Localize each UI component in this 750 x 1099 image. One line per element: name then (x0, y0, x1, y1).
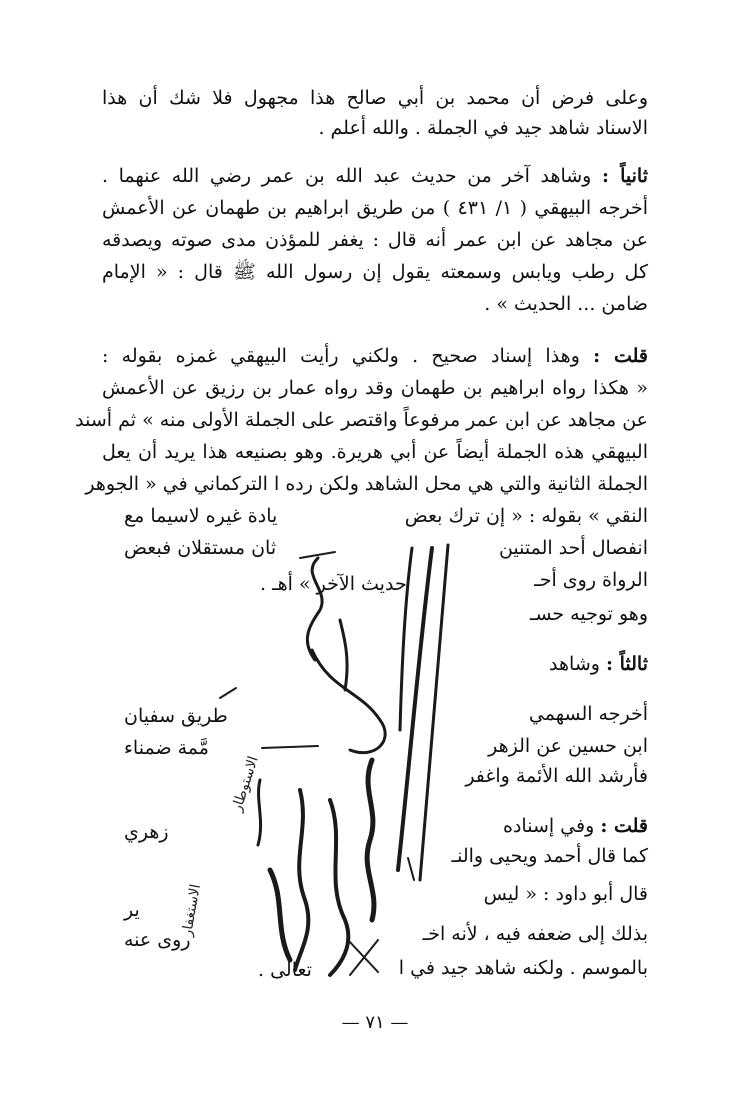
p3-label: قلت : (593, 345, 648, 367)
frag-l3: حديث الآخر » أهـ . (260, 573, 407, 595)
frag-l12: روى عنه (124, 929, 191, 951)
scribble-center-5 (258, 780, 261, 845)
p1-line-1: وعلى فرض أن محمد بن أبي صالح هذا مجهول فلا شك أن هذا (102, 87, 648, 109)
frag-r7: ابن حسين عن الزهر (488, 735, 648, 757)
frag-r9-label: قلت : (600, 815, 648, 837)
frag-r5-label: ثالثاً : (605, 653, 648, 675)
frag-r1: النقي » بقوله : « إن ترك بعض (404, 505, 648, 527)
frag-r5-text: وشاهد (549, 653, 600, 675)
frag-r12: بذلك إلى ضعفه فيه ، لأنه اخـ (422, 923, 648, 945)
frag-l13: تعالى . (258, 959, 312, 981)
scribble-center-1 (367, 760, 374, 920)
frag-r9-text: وفي إسناده (503, 815, 595, 837)
frag-l2: ثان مستقلان فبعض (124, 537, 277, 559)
frag-r6: أخرجه السهمي (528, 703, 648, 725)
frag-l7: مَّمة ضمناء (124, 737, 209, 759)
p3-line-5: الجملة الثانية والتي هي محل الشاهد ولكن رده ا التركماني في « الجوهر (85, 473, 648, 495)
p3-line-3: عن مجاهد عن ابن عمر مرفوعاً واقتصر على الجملة الأولى منه » ثم أسند (75, 409, 648, 431)
p3-line-1 (102, 342, 648, 370)
p2-line-5: ضامن ... الحديث » . (484, 293, 648, 315)
scribble-dash-2 (300, 552, 335, 558)
scribble-center-2 (295, 790, 308, 970)
scribble-mark-1 (220, 688, 236, 698)
scribble-center-4 (270, 870, 290, 960)
frag-r3: الرواة روى أحـ (534, 569, 648, 591)
frag-r10: كما قال أحمد ويحيى والنـ (451, 845, 648, 867)
handwritten-note-2: الاستغفار (179, 882, 204, 938)
scribble-center-3 (330, 800, 348, 975)
scribble-loop-2 (312, 650, 385, 753)
frag-l1: يادة غيره لاسيما مع (124, 505, 278, 527)
frag-l11: ير (124, 899, 140, 921)
frag-r2: انفصال أحد المتنين (498, 537, 648, 559)
p3-line-2: « هكذا رواه ابراهيم بن طهمان وقد رواه عمار بن رزيق عن الأعمش (102, 377, 648, 399)
scribble-mark-2 (408, 858, 414, 880)
handwritten-note-1: الاستوطار (228, 754, 262, 814)
scribble-dash-1 (262, 746, 318, 748)
p2-label: ثانياً : (601, 165, 648, 187)
frag-r13: بالموسم . ولكنه شاهد جيد في ا (398, 957, 648, 979)
p2-line-3: عن مجاهد عن ابن عمر أنه قال : يغفر للمؤذن مدى صوته ويصدقه (102, 229, 648, 251)
p1-line-2: الاسناد شاهد جيد في الجملة . والله أعلم . (318, 117, 648, 139)
scribble-loop-3 (340, 620, 347, 690)
frag-l9: زهري (124, 821, 169, 843)
scribble-x-2 (350, 940, 378, 975)
p2-line-1 (102, 162, 648, 190)
p3-line-1-text: وهذا إسناد صحيح . ولكني رأيت البيهقي غمزه بقوله : (102, 345, 580, 367)
p2-line-1-text: وشاهد آخر من حديث عبد الله بن عمر رضي الله عنهما . (102, 165, 592, 187)
frag-r11: قال أبو داود : « ليس (483, 883, 648, 905)
frag-l6: طريق سفيان (124, 705, 228, 727)
scribble-x-1 (348, 940, 378, 972)
frag-r5 (549, 650, 648, 678)
scribble-stroke-2 (420, 545, 448, 880)
frag-r8: فأرشد الله الأئمة واغفر (465, 765, 648, 787)
p2-line-2: أخرجه البيهقي ( ١/ ٤٣١ ) من طريق ابراهيم بن طهمان عن الأعمش (102, 197, 648, 219)
p2-line-4: كل رطب ويابس وسمعته يقول إن رسول الله ﷺ قال : « الإمام (102, 261, 648, 283)
frag-r9 (503, 812, 648, 840)
page-number: — ٧١ — (341, 1012, 409, 1033)
p3-line-4: البيهقي هذه الجملة أيضاً عن أبي هريرة. وهو بصنيعه هذا يريد أن يعل (102, 441, 648, 463)
frag-r4: وهو توجيه حسـ (529, 603, 648, 625)
